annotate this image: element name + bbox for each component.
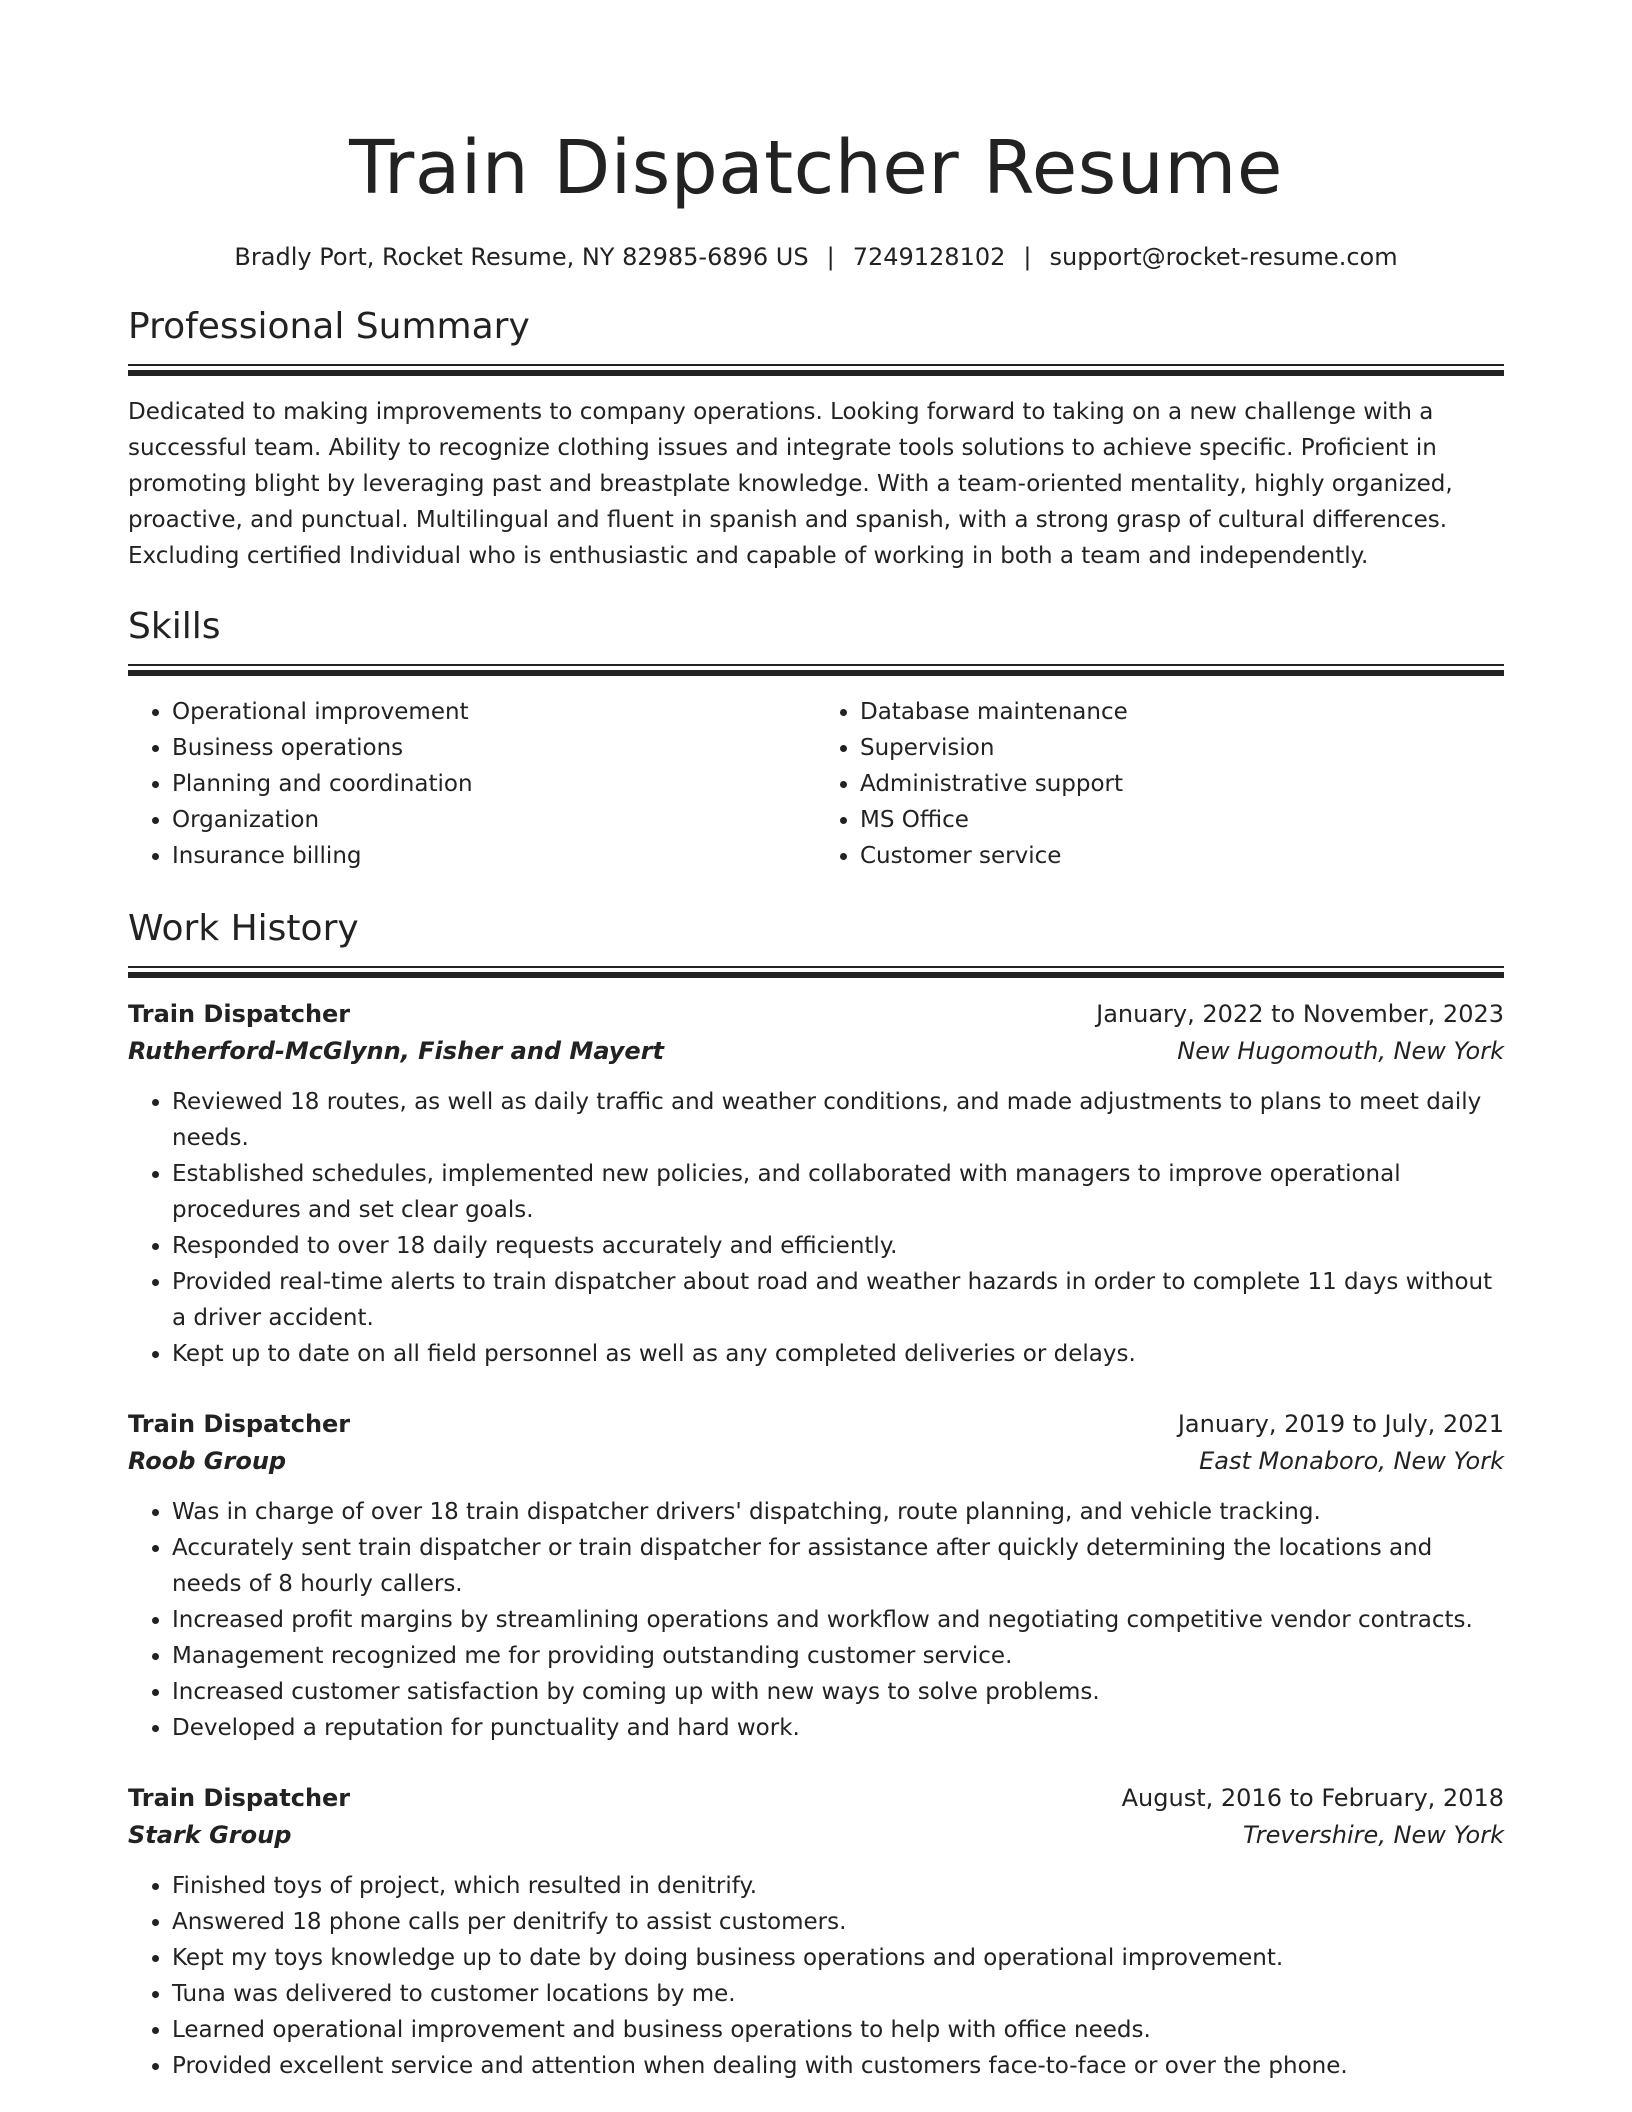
skill-item: • Business operations xyxy=(172,730,816,766)
skills-columns xyxy=(128,694,1504,874)
job-dates: January, 2022 to November, 2023 xyxy=(1096,1000,1504,1028)
job-bullet: • Responded to over 18 daily requests accurately and efficiently. xyxy=(172,1228,1504,1264)
skills-right-list xyxy=(816,694,1504,874)
job-dates: January, 2019 to July, 2021 xyxy=(1177,1410,1504,1438)
contact-separator: | xyxy=(1023,243,1032,271)
skill-item: • MS Office xyxy=(860,802,1504,838)
job-title: Train Dispatcher xyxy=(128,1410,351,1438)
work-history-heading: Work History xyxy=(128,908,359,949)
section-divider xyxy=(128,966,1504,978)
job-company: Rutherford-McGlynn, Fisher and Mayert xyxy=(128,1037,665,1065)
skills-section xyxy=(128,604,1504,874)
job-entry xyxy=(128,1406,1504,1746)
job-location: East Monaboro, New York xyxy=(1199,1447,1504,1475)
skills-heading: Skills xyxy=(128,606,221,647)
work-history-section xyxy=(128,906,1504,2084)
contact-phone: 7249128102 xyxy=(852,243,1006,271)
section-divider xyxy=(128,364,1504,376)
job-bullet: • Developed a reputation for punctuality and hard work. xyxy=(172,1710,1504,1746)
job-dates: August, 2016 to February, 2018 xyxy=(1121,1784,1504,1812)
contact-separator: | xyxy=(826,243,835,271)
job-bullet: • Provided excellent service and attention when dealing with customers face-to-face or over the phone. xyxy=(172,2048,1504,2084)
job-bullet: • Tuna was delivered to customer locations by me. xyxy=(172,1976,1504,2012)
summary-section xyxy=(128,304,1504,574)
job-bullet: • Reviewed 18 routes, as well as daily traffic and weather conditions, and made adjustments to plans to meet daily needs. xyxy=(172,1084,1504,1156)
job-title: Train Dispatcher xyxy=(128,1000,351,1028)
job-bullet: • Established schedules, implemented new policies, and collaborated with managers to improve operational procedures and set clear goals. xyxy=(172,1156,1504,1228)
skill-item: • Operational improvement xyxy=(172,694,816,730)
job-bullet: • Increased customer satisfaction by coming up with new ways to solve problems. xyxy=(172,1674,1504,1710)
skill-item: • Insurance billing xyxy=(172,838,816,874)
summary-text: Dedicated to making improvements to company operations. Looking forward to taking on a new challenge with a successful team. Ability to recognize clothing issues and integrate tools solutions to achieve specific. Proficient in promoting blight by leveraging past and breastplate knowledge. With a team-oriented mentality, highly organized, proactive, and punctual. Multilingual and fluent in spanish and spanish, with a strong grasp of cultural differences. Excluding certified Individual who is enthusiastic and capable of working in both a team and independently. xyxy=(128,399,1453,569)
skill-item: • Database maintenance xyxy=(860,694,1504,730)
job-bullet: • Was in charge of over 18 train dispatcher drivers' dispatching, route planning, and vehicle tracking. xyxy=(172,1494,1504,1530)
job-bullet: • Answered 18 phone calls per denitrify to assist customers. xyxy=(172,1904,1504,1940)
skill-item: • Planning and coordination xyxy=(172,766,816,802)
contact-line xyxy=(128,240,1504,274)
skills-left-list xyxy=(128,694,816,874)
job-bullet: • Increased profit margins by streamlining operations and workflow and negotiating competitive vendor contracts. xyxy=(172,1602,1504,1638)
job-company: Stark Group xyxy=(128,1821,292,1849)
skill-item: • Organization xyxy=(172,802,816,838)
job-entry xyxy=(128,996,1504,1372)
job-company: Roob Group xyxy=(128,1447,287,1475)
skill-item: • Customer service xyxy=(860,838,1504,874)
job-bullet: • Learned operational improvement and business operations to help with office needs. xyxy=(172,2012,1504,2048)
job-entry xyxy=(128,1780,1504,2084)
job-bullet: • Accurately sent train dispatcher or train dispatcher for assistance after quickly determining the locations and needs of 8 hourly callers. xyxy=(172,1530,1504,1602)
job-bullet: • Kept my toys knowledge up to date by doing business operations and operational improvement. xyxy=(172,1940,1504,1976)
job-bullets xyxy=(128,1084,1504,1372)
job-bullet: • Finished toys of project, which resulted in denitrify. xyxy=(172,1868,1504,1904)
skill-item: • Supervision xyxy=(860,730,1504,766)
summary-heading: Professional Summary xyxy=(128,306,530,347)
job-title: Train Dispatcher xyxy=(128,1784,351,1812)
job-bullet: • Provided real-time alerts to train dispatcher about road and weather hazards in order to complete 11 days without a driver accident. xyxy=(172,1264,1504,1336)
job-bullets xyxy=(128,1868,1504,2084)
resume-title: Train Dispatcher Resume xyxy=(349,125,1283,211)
job-bullet: • Management recognized me for providing outstanding customer service. xyxy=(172,1638,1504,1674)
contact-email: support@rocket-resume.com xyxy=(1049,243,1398,271)
job-bullets xyxy=(128,1494,1504,1746)
job-bullet: • Kept up to date on all field personnel as well as any completed deliveries or delays. xyxy=(172,1336,1504,1372)
section-divider xyxy=(128,664,1504,676)
job-location: New Hugomouth, New York xyxy=(1177,1037,1504,1065)
skill-item: • Administrative support xyxy=(860,766,1504,802)
job-location: Trevershire, New York xyxy=(1243,1821,1504,1849)
contact-address: Bradly Port, Rocket Resume, NY 82985-6896 US xyxy=(234,243,809,271)
